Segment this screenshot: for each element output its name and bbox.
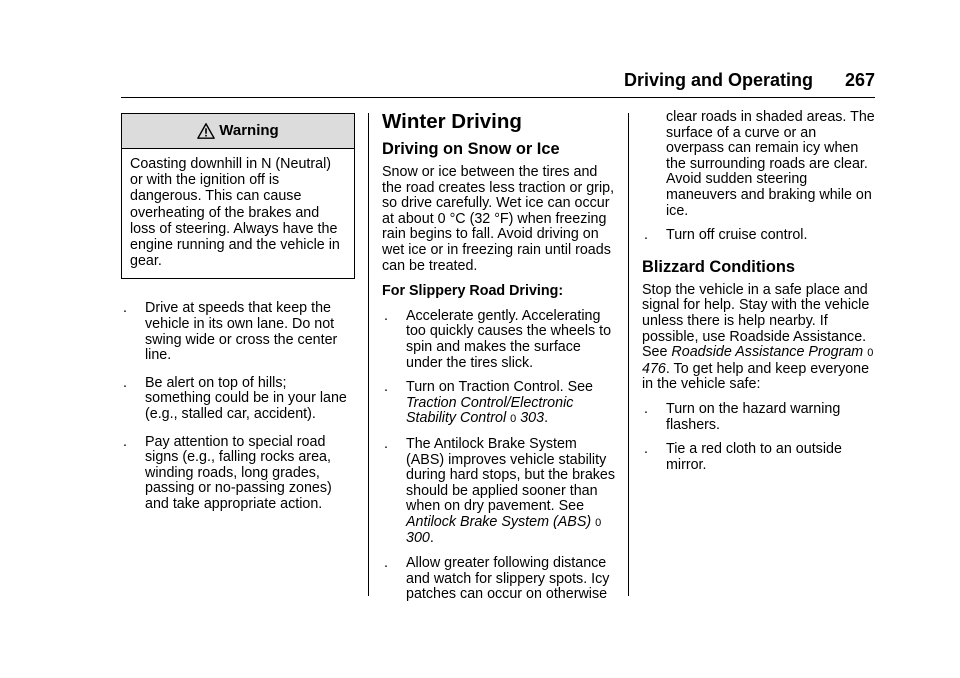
bullet-icon: . (384, 435, 388, 452)
subheading-blizzard: Blizzard Conditions (642, 257, 795, 276)
list-item-text: Turn off cruise control. (666, 227, 808, 244)
slippery-road-label: For Slippery Road Driving: (382, 283, 564, 300)
warning-text: Coasting downhill in N (Neutral) or with the ignition off is dangerous. This can cause overheating of the brakes and loss of steering. Always have the engine running and the vehicle in gear. (130, 156, 340, 270)
header-rule (121, 97, 875, 98)
page-number: 267 (844, 70, 875, 90)
bullet-icon: . (644, 227, 648, 244)
list-item (642, 228, 878, 244)
warning-label: Warning (219, 122, 279, 140)
section-heading-winter-driving: Winter Driving (382, 110, 522, 133)
list-item (382, 556, 618, 603)
section-title: Driving and Operating (623, 70, 813, 90)
list-item-text: The Antilock Brake System (ABS) improves vehicle stability during hard stops, but the brakes should be applied sooner than when on dry pavement. See (406, 435, 616, 515)
list-item (642, 402, 878, 433)
bullet-icon: . (123, 300, 127, 317)
bullet-icon: . (384, 555, 388, 572)
bullet-icon: . (123, 433, 127, 450)
list-item (121, 301, 355, 363)
bullet-icon: . (384, 379, 388, 396)
bullet-icon: . (644, 400, 648, 417)
blizzard-paragraph (642, 283, 878, 393)
list-item-text: Tie a red cloth to an outside mirror. (666, 441, 842, 473)
column-divider (368, 113, 369, 596)
list-item: . Turn on Traction Control. See Traction Control/Electronic Stability Control 0 303. (384, 379, 594, 427)
list-item-text: Turn on Traction Control. See (406, 379, 594, 396)
blizzard-text: Stop the vehicle in a safe place and signal for help. Stay with the vehicle unless there is help nearby. If possible, use Roadside Assistance. See (642, 281, 870, 361)
driving-tips-list (121, 301, 355, 512)
list-item-continuation: clear roads in shaded areas. The surface of a curve or an overpass can remain icy when the surrounding roads are clear. Avoid sudden steering maneuvers and braking while on ice. (666, 109, 875, 219)
list-item-text: Turn on the hazard warning flashers. (666, 400, 841, 433)
list-item-text: Allow greater following distance and watch for slippery spots. Icy patches can occur on otherwise (406, 555, 610, 603)
page-header (0, 70, 875, 94)
warning-header (122, 114, 354, 149)
subheading-snow-ice: Driving on Snow or Ice (382, 140, 560, 158)
list-item (642, 442, 878, 473)
xref-link[interactable]: Traction Control/Electronic Stability Control (406, 394, 574, 427)
xref-link[interactable]: Antilock Brake System (ABS) (406, 513, 592, 530)
xref-page[interactable]: 300 (406, 530, 430, 547)
page-ref-icon: 0 (595, 516, 602, 529)
slippery-tips-list-cont (642, 228, 878, 244)
warning-triangle-icon (197, 122, 215, 140)
column-right (642, 110, 878, 473)
column-middle (382, 110, 618, 603)
blizzard-list (642, 402, 878, 473)
list-item-text: Be alert on top of hills; something could be in your lane (e.g., stalled car, accident). (145, 374, 347, 422)
list-item (382, 309, 618, 371)
slippery-tips-list (382, 309, 618, 603)
snow-ice-paragraph: Snow or ice between the tires and the road creates less traction or grip, so drive carefully. Wet ice can occur at about 0 °C (32 °F) when freezing rain begins to fall. Avoid driving on wet ice or in freezing rain until roads can be treated. (382, 164, 615, 274)
blizzard-text-tail: . To get help and keep everyone in the vehicle safe: (642, 360, 870, 393)
xref-page[interactable]: 303 (520, 410, 545, 427)
column-left (121, 113, 355, 513)
list-item (121, 435, 355, 513)
list-item-text: Drive at speeds that keep the vehicle in its own lane. Do not swing wide or cross the center line. (145, 300, 338, 364)
list-item-text: Pay attention to special road signs (e.g., falling rocks area, winding roads, long grades, passing or no-passing zones) and take appropriate action. (145, 433, 332, 512)
bullet-icon: . (644, 441, 648, 458)
list-item: . The Antilock Brake System (ABS) improves vehicle stability during hard stops, but the brakes should be applied sooner than when on dry pavement. See Antilock Brake System (ABS) 0 300. (384, 435, 616, 547)
page-ref-icon: 0 (510, 413, 517, 426)
page-ref-icon: 0 (867, 347, 874, 360)
warning-box (121, 113, 355, 279)
column-divider (628, 113, 629, 596)
bullet-icon: . (384, 307, 388, 324)
bullet-icon: . (123, 374, 127, 391)
list-item-text: Accelerate gently. Accelerating too quickly causes the wheels to spin and makes the surface under the tires slick. (406, 307, 612, 371)
xref-page[interactable]: 476 (642, 360, 666, 377)
list-item (121, 376, 355, 423)
xref-link[interactable]: Roadside Assistance Program (671, 344, 864, 361)
